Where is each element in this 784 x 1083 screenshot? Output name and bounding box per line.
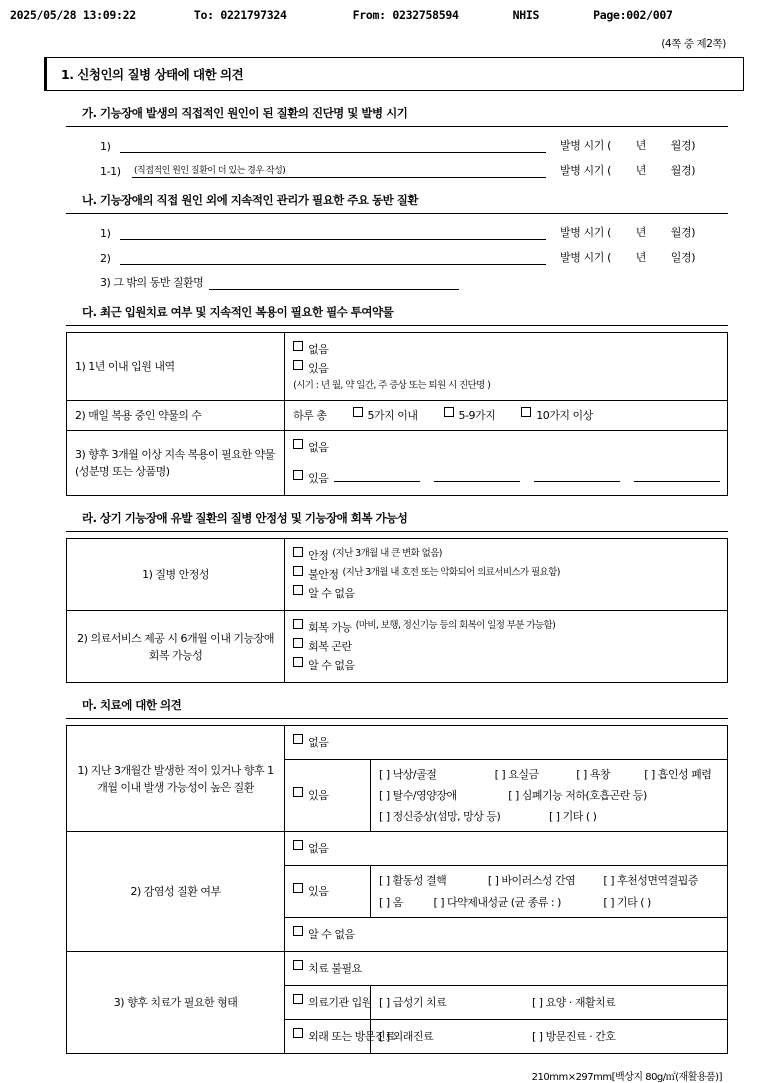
checkbox-icon[interactable] xyxy=(293,1028,303,1038)
checkbox-icon[interactable] xyxy=(444,407,454,417)
page-marker: (4쪽 중 제2쪽) xyxy=(661,38,726,50)
document-body xyxy=(44,105,744,1083)
na-row-1-number: 1) xyxy=(100,227,111,240)
ma-row2-choice-2[interactable]: [ ] 바이러스성 간염 xyxy=(487,874,576,888)
ra-row1-option-2[interactable] xyxy=(293,566,719,583)
checkbox-icon[interactable] xyxy=(293,547,303,557)
ma-row2-yes-label: 있음 xyxy=(308,884,329,898)
na-row-3-input[interactable] xyxy=(209,276,459,290)
ga-row-1 xyxy=(100,137,728,153)
ra-row1-option-2-label: 불안정 xyxy=(308,568,339,581)
checkbox-icon[interactable] xyxy=(293,619,303,629)
ra-row1-option-2-sub: (지난 3개월 내 호전 또는 악화되어 의료서비스가 필요함) xyxy=(342,567,560,578)
ga-row-1-1-number: 1-1) xyxy=(100,165,121,178)
ma-row3-label: 3) 향후 치료가 필요한 형태 xyxy=(67,951,285,1053)
checkbox-icon[interactable] xyxy=(293,566,303,576)
document-page xyxy=(44,36,744,1083)
subsection-ga-heading: 가. 기능장애 발생의 직접적인 원인이 된 질환의 진단명 및 발병 시기 xyxy=(66,105,728,127)
ra-row2-option-1[interactable] xyxy=(293,619,719,636)
checkbox-icon[interactable] xyxy=(293,734,303,744)
ga-row-1-number: 1) xyxy=(100,140,111,153)
ma-row2-choice-6[interactable]: [ ] 기타 ( ) xyxy=(603,895,651,909)
table-row xyxy=(67,400,728,430)
ma-row2-option-unknown-cell xyxy=(285,917,728,951)
na-row-2-onset[interactable]: 발병 시기 ( 년 일경) xyxy=(560,251,696,264)
ma-row1-choice-6[interactable]: [ ] 심폐기능 저하(호흡곤란 등) xyxy=(508,789,647,803)
na-row-2-input[interactable] xyxy=(120,251,546,265)
ra-row2-option-3[interactable] xyxy=(293,657,719,674)
na-row-2-number: 2) xyxy=(100,252,111,265)
ma-row3-option-none-cell xyxy=(285,951,728,985)
ma-row1-option-none-cell xyxy=(285,726,728,760)
subsection-na-heading: 나. 기능장애의 직접 원인 외에 지속적인 관리가 필요한 주요 동반 질환 xyxy=(66,192,728,214)
ma-row3-sub2-choices xyxy=(371,1019,728,1053)
ga-row-1-1-onset[interactable]: 발병 시기 ( 년 월경) xyxy=(560,164,696,177)
subsection-da-heading: 다. 최근 입원치료 여부 및 지속적인 복용이 필요한 필수 투여약물 xyxy=(66,304,728,326)
ma-row3-sub2-option[interactable] xyxy=(293,1028,396,1045)
ma-row1-choice-8[interactable]: [ ] 기타 ( ) xyxy=(549,810,597,824)
table-row xyxy=(67,951,728,985)
ma-row2-choice-5[interactable]: [ ] 다약제내성균 (균 종류 : ) xyxy=(433,895,561,909)
section-title: 1. 신청인의 질병 상태에 대한 의견 xyxy=(44,57,744,91)
ra-row1-options xyxy=(285,538,728,610)
da-row3-yes-label: 있음 xyxy=(308,471,329,485)
da-row2-option-1-label: 5가지 이내 xyxy=(367,408,418,422)
da-row3-blank-1[interactable] xyxy=(334,470,420,482)
table-ma xyxy=(66,725,728,1054)
ma-row3-sub1-choice-1[interactable]: [ ] 급성기 치료 xyxy=(379,995,447,1009)
ma-row1-yes-label: 있음 xyxy=(308,789,329,803)
ma-row2-choices xyxy=(371,866,728,917)
da-row1-options xyxy=(285,333,728,401)
checkbox-icon[interactable] xyxy=(293,341,303,351)
da-row3-option-yes[interactable] xyxy=(293,470,719,487)
ma-row1-none-label: 없음 xyxy=(308,736,329,750)
checkbox-icon[interactable] xyxy=(293,840,303,850)
fax-datetime: 2025/05/28 13:09:22 xyxy=(10,8,136,22)
ra-row1-option-1[interactable] xyxy=(293,547,719,564)
ma-row3-sub2-label-cell xyxy=(285,1019,396,1053)
ma-row2-option-unknown[interactable] xyxy=(293,926,719,943)
checkbox-icon[interactable] xyxy=(293,960,303,970)
ra-row1-option-3-label: 알 수 없음 xyxy=(308,587,355,601)
fax-to: To: 0221797324 xyxy=(193,8,287,22)
subsection-ga-rows xyxy=(66,137,728,178)
da-row1-label: 1) 1년 이내 입원 내역 xyxy=(67,333,285,401)
checkbox-icon[interactable] xyxy=(293,360,303,370)
ma-row1-option-none[interactable] xyxy=(293,734,719,751)
ma-row2-option-none[interactable] xyxy=(293,840,719,857)
ma-row3-sub1-option[interactable] xyxy=(293,994,372,1011)
ra-row2-label: 2) 의료서비스 제공 시 6개월 이내 기능장애 회복 가능성 xyxy=(67,611,285,683)
ma-row2-choice-3[interactable]: [ ] 후천성면역결핍증 xyxy=(603,874,698,888)
checkbox-icon[interactable] xyxy=(293,994,303,1004)
subsection-na-rows xyxy=(66,224,728,290)
da-row1-option-yes[interactable] xyxy=(293,360,719,377)
ga-row-1-1 xyxy=(100,162,728,178)
da-row2-option-3[interactable] xyxy=(521,407,593,424)
fax-org: NHIS xyxy=(512,8,540,22)
ma-row2-option-yes[interactable] xyxy=(293,883,362,900)
checkbox-icon[interactable] xyxy=(293,638,303,648)
ma-row1-choice-4[interactable]: [ ] 흡인성 폐렴 xyxy=(644,768,712,782)
checkbox-icon[interactable] xyxy=(293,787,303,797)
na-row-1-input[interactable] xyxy=(120,226,546,240)
da-row1-note[interactable]: (시기 : 년 월, 약 일간, 주 증상 또는 퇴원 시 진단명 ) xyxy=(293,380,491,392)
table-row xyxy=(67,430,728,495)
ma-row3-sub2-choice-2[interactable]: [ ] 방문진료 · 간호 xyxy=(532,1029,616,1043)
da-row3-options xyxy=(285,430,728,495)
ma-row3-none-label: 치료 불필요 xyxy=(308,961,362,975)
na-row-3-label: 3) 그 밖의 동반 질환명 xyxy=(100,276,204,289)
ma-row2-option-none-cell xyxy=(285,832,728,866)
da-row2-option-1[interactable] xyxy=(353,407,418,424)
ma-row3-sub1-choice-2[interactable]: [ ] 요양 · 재활치료 xyxy=(532,995,616,1009)
ga-row-1-input[interactable] xyxy=(120,139,546,153)
ma-row3-sub1-label: 의료기관 입원 xyxy=(308,995,372,1009)
ga-row-1-1-note: (직접적인 원인 질환이 더 있는 경우 작성) xyxy=(134,166,286,176)
da-row2-option-2[interactable] xyxy=(444,407,496,424)
fax-header xyxy=(0,0,784,30)
checkbox-icon[interactable] xyxy=(293,926,303,936)
da-row3-option-none[interactable] xyxy=(293,439,719,456)
ma-row2-option-yes-cell xyxy=(285,866,371,917)
fax-page: Page:002/007 xyxy=(593,8,673,22)
na-row-1-onset[interactable]: 발병 시기 ( 년 월경) xyxy=(560,226,696,239)
table-ra xyxy=(66,538,728,683)
ra-row1-label: 1) 질병 안정성 xyxy=(67,538,285,610)
checkbox-icon[interactable] xyxy=(353,407,363,417)
ma-row3-sub1-choices xyxy=(371,985,728,1019)
ra-row1-option-3[interactable] xyxy=(293,585,719,602)
subsection-ra-heading: 라. 상기 기능장애 유발 질환의 질병 안정성 및 기능장애 회복 가능성 xyxy=(66,510,728,532)
ga-row-1-onset[interactable]: 발병 시기 ( 년 월경) xyxy=(560,139,696,152)
da-row3-drug-blanks[interactable] xyxy=(334,470,720,482)
na-row-3 xyxy=(100,274,728,290)
checkbox-icon[interactable] xyxy=(521,407,531,417)
ma-row2-choice-4[interactable]: [ ] 옴 xyxy=(379,895,403,909)
da-row3-label: 3) 향후 3개월 이상 지속 복용이 필요한 약물(성분명 또는 상품명) xyxy=(67,430,285,495)
subsection-ma-heading: 마. 치료에 대한 의견 xyxy=(66,697,728,719)
ma-row2-choice-1[interactable]: [ ] 활동성 결핵 xyxy=(379,874,447,888)
ra-row2-option-1-sub: (마비, 보행, 정신기능 등의 회복이 일정 부분 가능함) xyxy=(355,620,556,632)
ma-row3-sub1-label-cell xyxy=(285,985,371,1019)
table-row xyxy=(67,832,728,866)
ra-row2-option-3-label: 알 수 없음 xyxy=(308,659,355,673)
ra-row2-option-1-label: 회복 가능 xyxy=(308,621,352,635)
ma-row1-choice-3[interactable]: [ ] 욕창 xyxy=(576,768,611,782)
ra-row1-option-1-sub: (지난 3개월 내 큰 변화 없음) xyxy=(332,547,442,559)
paper-spec-note: 210mm×297mm[백상지 80g/㎡(재활용품)] xyxy=(531,1071,722,1083)
ra-row2-option-2-label: 회복 곤란 xyxy=(308,640,352,654)
ma-row1-choices xyxy=(371,760,728,832)
ma-row3-sub2-label: 외래 또는 방문진료 xyxy=(308,1029,396,1043)
da-row3-blank-2[interactable] xyxy=(434,470,520,482)
ma-row1-choice-5[interactable]: [ ] 탈수/영양장애 xyxy=(379,789,457,803)
checkbox-icon[interactable] xyxy=(293,439,303,449)
ra-row2-option-2[interactable] xyxy=(293,638,719,655)
ma-row2-label: 2) 감염성 질환 여부 xyxy=(67,832,285,951)
da-row2-option-3-label: 10가지 이상 xyxy=(536,408,593,422)
ra-row2-options xyxy=(285,611,728,683)
ma-row1-label: 1) 지난 3개월간 발생한 적이 있거나 향후 1개월 이내 발생 가능성이 높은 질환 xyxy=(67,726,285,832)
da-row2-prefix: 하루 총 xyxy=(293,408,327,422)
fax-from: From: 0232758594 xyxy=(352,8,459,22)
table-da xyxy=(66,332,728,496)
na-row-2 xyxy=(100,249,728,265)
ma-row1-choice-1[interactable]: [ ] 낙상/골절 xyxy=(379,768,437,782)
da-row3-none-label: 없음 xyxy=(308,440,329,454)
ma-row1-option-yes[interactable] xyxy=(293,787,362,804)
ga-row-1-1-input[interactable] xyxy=(132,164,546,178)
ma-row1-option-yes-cell xyxy=(285,760,371,832)
ra-row1-option-1-label: 안정 xyxy=(308,548,329,562)
da-row2-options xyxy=(285,400,728,430)
table-row xyxy=(67,726,728,760)
table-row xyxy=(67,538,728,610)
ma-row1-choice-7[interactable]: [ ] 정신증상(섬망, 망상 등) xyxy=(379,810,501,824)
da-row2-label: 2) 매일 복용 중인 약물의 수 xyxy=(67,400,285,430)
ma-row2-none-label: 없음 xyxy=(308,842,329,856)
ma-row2-unknown-label: 알 수 없음 xyxy=(308,927,355,941)
table-row xyxy=(67,611,728,683)
ma-row3-option-none[interactable] xyxy=(293,960,719,977)
da-row1-none-label: 없음 xyxy=(308,343,329,356)
ma-row1-choice-2[interactable]: [ ] 요실금 xyxy=(494,768,539,782)
da-row1-yes-label: 있음 xyxy=(308,362,329,376)
da-row1-option-none[interactable] xyxy=(293,341,719,358)
da-row3-blank-3[interactable] xyxy=(534,470,620,482)
checkbox-icon[interactable] xyxy=(293,585,303,595)
da-row3-blank-4[interactable] xyxy=(634,470,720,482)
checkbox-icon[interactable] xyxy=(293,657,303,667)
checkbox-icon[interactable] xyxy=(293,470,303,480)
ma-row3-sub2-choice-1[interactable]: [ ] 외래진료 xyxy=(379,1029,434,1043)
da-row2-option-2-label: 5-9가지 xyxy=(458,408,496,422)
na-row-1 xyxy=(100,224,728,240)
checkbox-icon[interactable] xyxy=(293,883,303,893)
table-row xyxy=(67,333,728,401)
